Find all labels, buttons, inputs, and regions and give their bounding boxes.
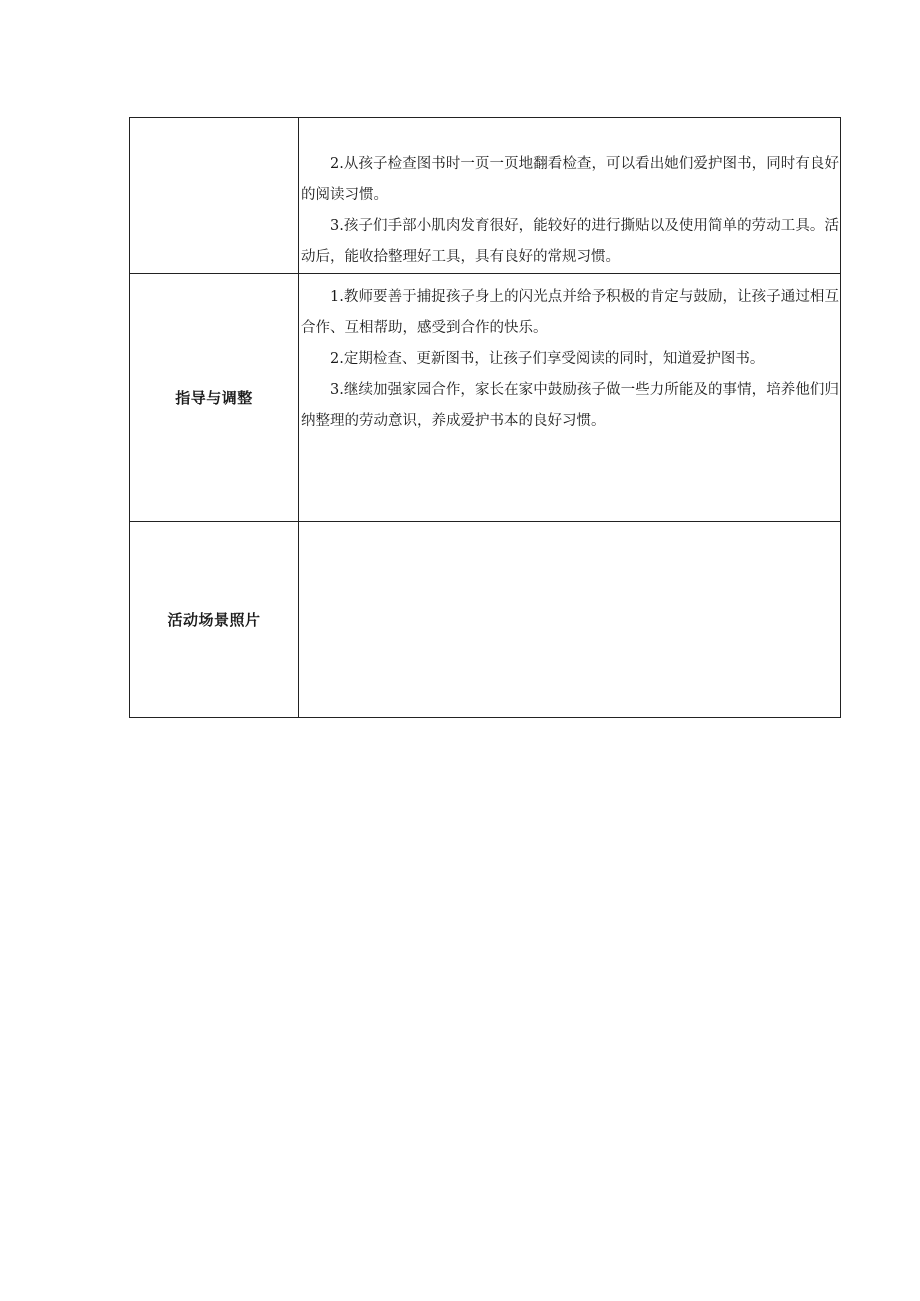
guidance-content-cell <box>299 274 841 522</box>
guidance-paragraph-1: 1.教师要善于捕捉孩子身上的闪光点并给予积极的肯定与鼓励，让孩子通过相互合作、互相帮助，感受到合作的快乐。 <box>301 289 839 336</box>
analysis-paragraph-2: 2.从孩子检查图书时一页一页地翻看检查，可以看出她们爱护图书，同时有良好的阅读习惯。 <box>301 156 839 203</box>
photos-content-cell <box>299 522 841 718</box>
table-row-analysis <box>130 118 841 274</box>
activity-record-table <box>129 117 841 718</box>
table-row-guidance <box>130 274 841 522</box>
photos-label: 活动场景照片 <box>130 522 299 718</box>
guidance-paragraph-2: 2.定期检查、更新图书，让孩子们享受阅读的同时，知道爱护图书。 <box>330 351 765 367</box>
guidance-label: 指导与调整 <box>130 274 299 522</box>
guidance-paragraph-3: 3.继续加强家园合作，家长在家中鼓励孩子做一些力所能及的事情，培养他们归纳整理的劳动意识，养成爱护书本的良好习惯。 <box>301 382 839 429</box>
row-label-empty <box>130 118 299 274</box>
analysis-paragraph-3: 3.孩子们手部小肌肉发育很好，能较好的进行撕贴以及使用简单的劳动工具。活动后，能收拾整理好工具，具有良好的常规习惯。 <box>301 218 839 265</box>
analysis-content-cell <box>299 118 841 274</box>
table-row-photos <box>130 522 841 718</box>
